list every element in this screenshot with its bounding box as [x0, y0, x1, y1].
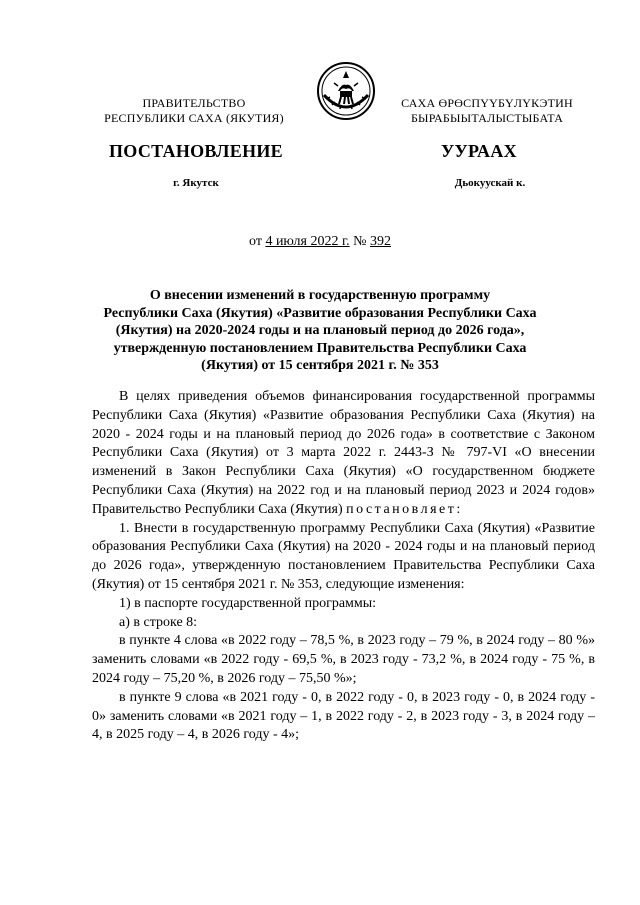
decree-date: 4 июля 2022 г. [265, 234, 350, 249]
government-name-ru-line1: ПРАВИТЕЛЬСТВО [142, 96, 246, 110]
doc-type-ru: ПОСТАНОВЛЕНИЕ [109, 141, 283, 161]
preamble-text: В целях приведения объемов финансирования государственной программы Республики Саха (Якутия) «Развитие образования Республики Саха (Якутия) на 2020 - 2024 годы и на плановый период до 2026 года» в соответствие с Законом Республики Саха (Якутия) от 3 марта 2022 г. 2443-З № 797-VI «О внесении изменений в Закон Республики Саха (Якутия) «О государственном бюджете Республики Саха (Якутия) на 2022 год и на плановый период 2023 и 2024 годов» Правительство Республики Саха (Якутия) [92, 389, 595, 517]
resolves-word: постановляет: [346, 501, 463, 517]
city-ru: г. Якутск [173, 177, 219, 189]
decree-title [100, 287, 540, 375]
doc-type-sakha: УУРААХ [441, 141, 517, 161]
city-sakha: Дьокуускай к. [454, 177, 526, 189]
title-line: (Якутия) на 2020-2024 годы и на плановый период до 2026 года», [115, 323, 525, 338]
coat-of-arms-sakha-icon [316, 61, 376, 121]
decree-body [92, 388, 595, 745]
title-line: О внесении изменений в государственную программу [149, 288, 491, 303]
body-paragraph: в пункте 4 слова «в 2022 году – 78,5 %, в 2023 году – 79 %, в 2024 году – 80 %» заменить словами «в 2022 году - 69,5 %, в 2023 году - 73,2 %, в 2024 году - 75 %, в 2024 году – 75,20 %, в 2026 году – 75,50 %»; [92, 633, 595, 686]
title-line: (Якутия) от 15 сентября 2021 г. № 353 [201, 358, 439, 373]
decree-date-line [0, 234, 640, 250]
number-prefix: № [349, 234, 370, 249]
body-paragraph: в пункте 9 слова «в 2021 году - 0, в 2022 году - 0, в 2023 году - 0, в 2024 году - 0» заменить словами «в 2021 году – 1, в 2022 году - 2, в 2023 году - 3, в 2024 году – 4, в 2025 году – 4, в 2026 году - 4»; [92, 689, 595, 743]
body-paragraph: 1) в паспорте государственной программы: [119, 595, 377, 611]
date-prefix: от [249, 234, 266, 249]
government-name-sakha-line1: САХА ӨРӨСПҮҮБҮЛҮКЭТИН [401, 96, 573, 110]
decree-number: 392 [370, 234, 391, 249]
government-name-sakha [382, 96, 592, 126]
preamble-paragraph [92, 388, 595, 520]
government-name-ru-line2: РЕСПУБЛИКИ САХА (ЯКУТИЯ) [104, 111, 284, 125]
title-line: Республики Саха (Якутия) «Развитие образования Республики Саха [103, 305, 537, 321]
government-name-ru [94, 96, 294, 126]
body-paragraph: 1. Внести в государственную программу Республики Саха (Якутия) «Развитие образования Республики Саха (Якутия) на 2020 - 2024 годы и на плановый период до 2026 года», утвержденную постановлением Правительства Республики Саха (Якутия) от 15 сентября 2021 г. № 353, следующие изменения: [92, 520, 595, 592]
body-paragraph: а) в строке 8: [119, 614, 198, 630]
government-name-sakha-line2: БЫРАБЫЫТАЛЫСТЫБАТА [410, 111, 564, 125]
title-line: утвержденную постановлением Правительства Республики Саха [113, 340, 527, 356]
